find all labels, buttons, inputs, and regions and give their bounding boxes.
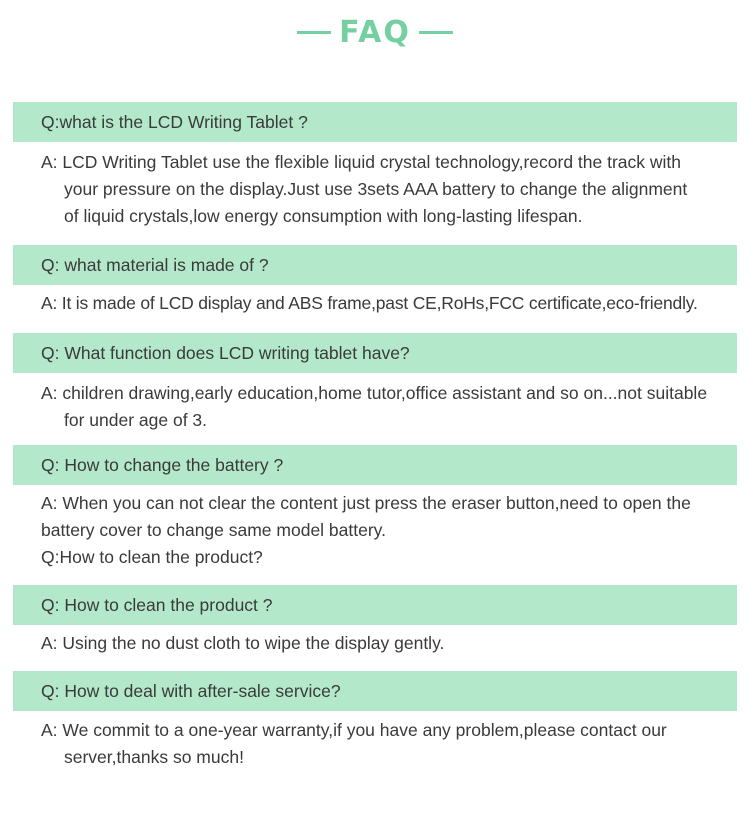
- faq-header: [0, 12, 750, 52]
- faq-question-4: Q: How to change the battery ?: [13, 445, 737, 485]
- answer-line: A: It is made of LCD display and ABS frame,past CE,RoHs,FCC certificate,eco-friendly.: [41, 293, 698, 313]
- answer-line: A: children drawing,early education,home tutor,office assistant and so on...not suitable: [41, 383, 708, 403]
- answer-line: for under age of 3.: [64, 410, 208, 430]
- answer-line: of liquid crystals,low energy consumption with long-lasting lifespan.: [64, 206, 583, 226]
- faq-question-5: Q: How to clean the product ?: [13, 585, 737, 625]
- page-title: FAQ: [339, 14, 411, 50]
- header-right-line: [419, 31, 453, 34]
- faq-answer-3: [41, 380, 741, 434]
- faq-answer-1: [41, 149, 741, 230]
- faq-question-2: Q: what material is made of ?: [13, 245, 737, 285]
- faq-answer-5: [41, 630, 741, 657]
- answer-line: A: Using the no dust cloth to wipe the display gently.: [41, 633, 445, 653]
- answer-line: battery cover to change same model battery.: [41, 520, 386, 540]
- faq-answer-2: [41, 290, 746, 317]
- answer-line: server,thanks so much!: [64, 747, 244, 767]
- faq-question-3: Q: What function does LCD writing tablet have?: [13, 333, 737, 373]
- answer-line: A: LCD Writing Tablet use the flexible liquid crystal technology,record the track with: [41, 152, 682, 172]
- answer-line: A: We commit to a one-year warranty,if you have any problem,please contact our: [41, 720, 667, 740]
- answer-line: your pressure on the display.Just use 3sets AAA battery to change the alignment: [64, 179, 688, 199]
- answer-line: A: When you can not clear the content just press the eraser button,need to open the: [41, 493, 691, 513]
- faq-question-6: Q: How to deal with after-sale service?: [13, 671, 737, 711]
- faq-answer-4: [41, 490, 741, 571]
- faq-question-1: Q:what is the LCD Writing Tablet ?: [13, 102, 737, 142]
- faq-answer-6: [41, 717, 741, 771]
- answer-line: Q:How to clean the product?: [41, 547, 263, 567]
- header-left-line: [297, 31, 331, 34]
